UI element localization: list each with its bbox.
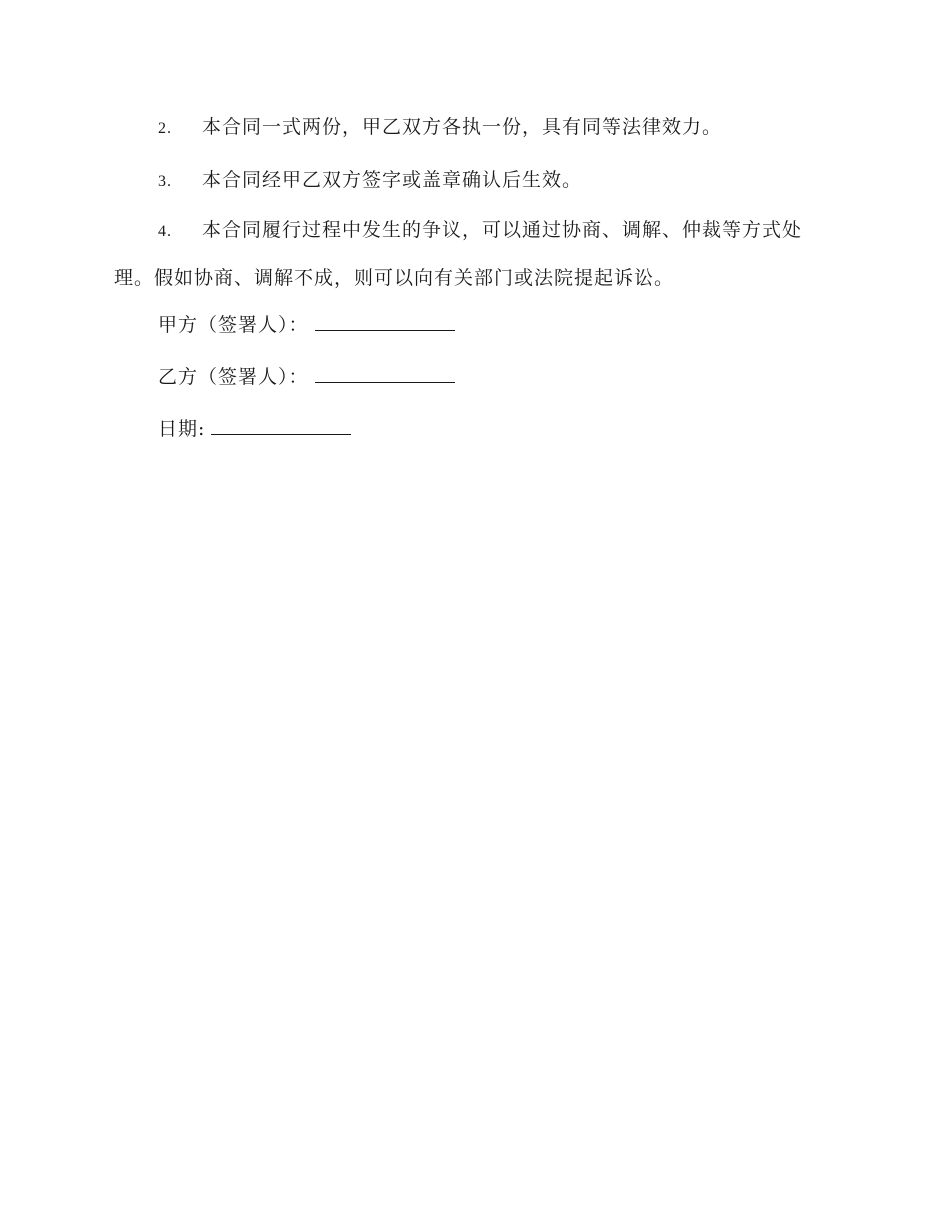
clause-3 <box>114 157 834 205</box>
date-label: 日期: <box>158 418 206 440</box>
clause-number: 2. <box>158 120 172 137</box>
clause-4 <box>114 207 834 301</box>
clause-text: 本合同经甲乙双方签字或盖章确认后生效。 <box>202 169 583 191</box>
party-a-signature-line <box>158 302 455 348</box>
clause-text: 本合同履行过程中发生的争议，可以通过协商、调解、仲裁等方式处理。假如协商、调解不成，则可以向有关部门或法院提起诉讼。 <box>114 219 803 289</box>
party-b-signature-field[interactable] <box>315 366 455 383</box>
clause-number: 4. <box>158 223 172 240</box>
date-line <box>158 406 351 452</box>
clause-2 <box>114 104 834 152</box>
party-a-signature-field[interactable] <box>315 314 455 331</box>
date-field[interactable] <box>211 418 351 435</box>
party-b-label: 乙方（签署人）： <box>158 366 309 388</box>
clause-number: 3. <box>158 173 172 190</box>
clause-text: 本合同一式两份，甲乙双方各执一份，具有同等法律效力。 <box>202 116 723 138</box>
party-a-label: 甲方（签署人）： <box>158 314 309 336</box>
party-b-signature-line <box>158 354 455 400</box>
